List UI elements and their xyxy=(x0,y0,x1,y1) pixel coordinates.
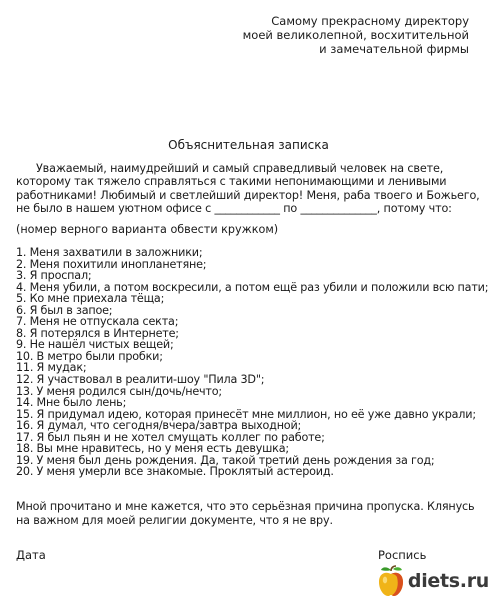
list-item: 17. Я был пьян и не хотел смущать коллег по работе; xyxy=(16,430,325,444)
document-title: Объяснительная записка xyxy=(168,138,329,152)
site-watermark[interactable] xyxy=(376,564,489,598)
intro-text: Уважаемый, наимудрейший и самый справедливый человек на свете, которому так тяжело справляться с такими непонимающими и ленивыми работниками! Любимый и светлейший директор! Меня, раба твоего и Божьего, не было в нашем уютном офисе с ____________ по ______________, потому что: xyxy=(16,162,480,216)
list-item: 19. У меня был день рождения. Да, такой третий день рождения за год; xyxy=(16,453,435,467)
addressee-line: моей великолепной, восхитительной xyxy=(242,28,469,42)
date-label: Дата xyxy=(16,548,46,562)
addressee-line: Самому прекрасному директору xyxy=(271,14,469,28)
list-item: 13. У меня родился сын/дочь/нечто; xyxy=(16,384,222,398)
list-item: 2. Меня похитили инопланетяне; xyxy=(16,257,207,271)
list-item: 8. Я потерялся в Интернете; xyxy=(16,326,179,340)
signature-label: Роспись xyxy=(378,548,427,562)
list-item: 11. Я мудак; xyxy=(16,361,87,375)
list-item: 7. Меня не отпускала секта; xyxy=(16,315,179,329)
list-item: 15. Я придумал идею, которая принесёт мне миллион, но её уже давно украли; xyxy=(16,407,476,421)
apple-icon xyxy=(376,565,406,597)
reasons-list xyxy=(16,246,489,479)
list-item: 9. Не нашёл чистых вещей; xyxy=(16,338,174,352)
intro-paragraph xyxy=(16,162,482,216)
list-item: 3. Я проспал; xyxy=(16,269,92,283)
list-item: 4. Меня убили, а потом воскресили, а потом ещё раз убили и положили всю пати; xyxy=(16,280,489,294)
instruction-note: (номер верного варианта обвести кружком) xyxy=(16,223,279,236)
list-item: 5. Ко мне приехала тёща; xyxy=(16,292,165,306)
list-item: 18. Вы мне нравитесь, но у меня есть девушка; xyxy=(16,442,289,456)
conclusion-paragraph: Мной прочитано и мне кажется, что это серьёзная причина пропуска. Клянусь на важном для моей религии документе, что я не вру. xyxy=(16,500,475,527)
list-item: 6. Я был в запое; xyxy=(16,303,113,317)
watermark-text: diets.ru xyxy=(407,570,489,592)
list-item: 1. Меня захватили в заложники; xyxy=(16,246,203,259)
list-item: 14. Мне было лень; xyxy=(16,396,127,410)
list-item: 20. У меня умерли все знакомые. Проклятый астероид. xyxy=(16,465,334,479)
addressee-line: и замечательной фирмы xyxy=(319,42,469,56)
list-item: 12. Я участвовал в реалити-шоу "Пила 3D"; xyxy=(16,373,265,387)
list-item: 16. Я думал, что сегодня/вчера/завтра выходной; xyxy=(16,419,302,433)
addressee-block xyxy=(209,14,469,56)
list-item: 10. В метро были пробки; xyxy=(16,349,163,363)
